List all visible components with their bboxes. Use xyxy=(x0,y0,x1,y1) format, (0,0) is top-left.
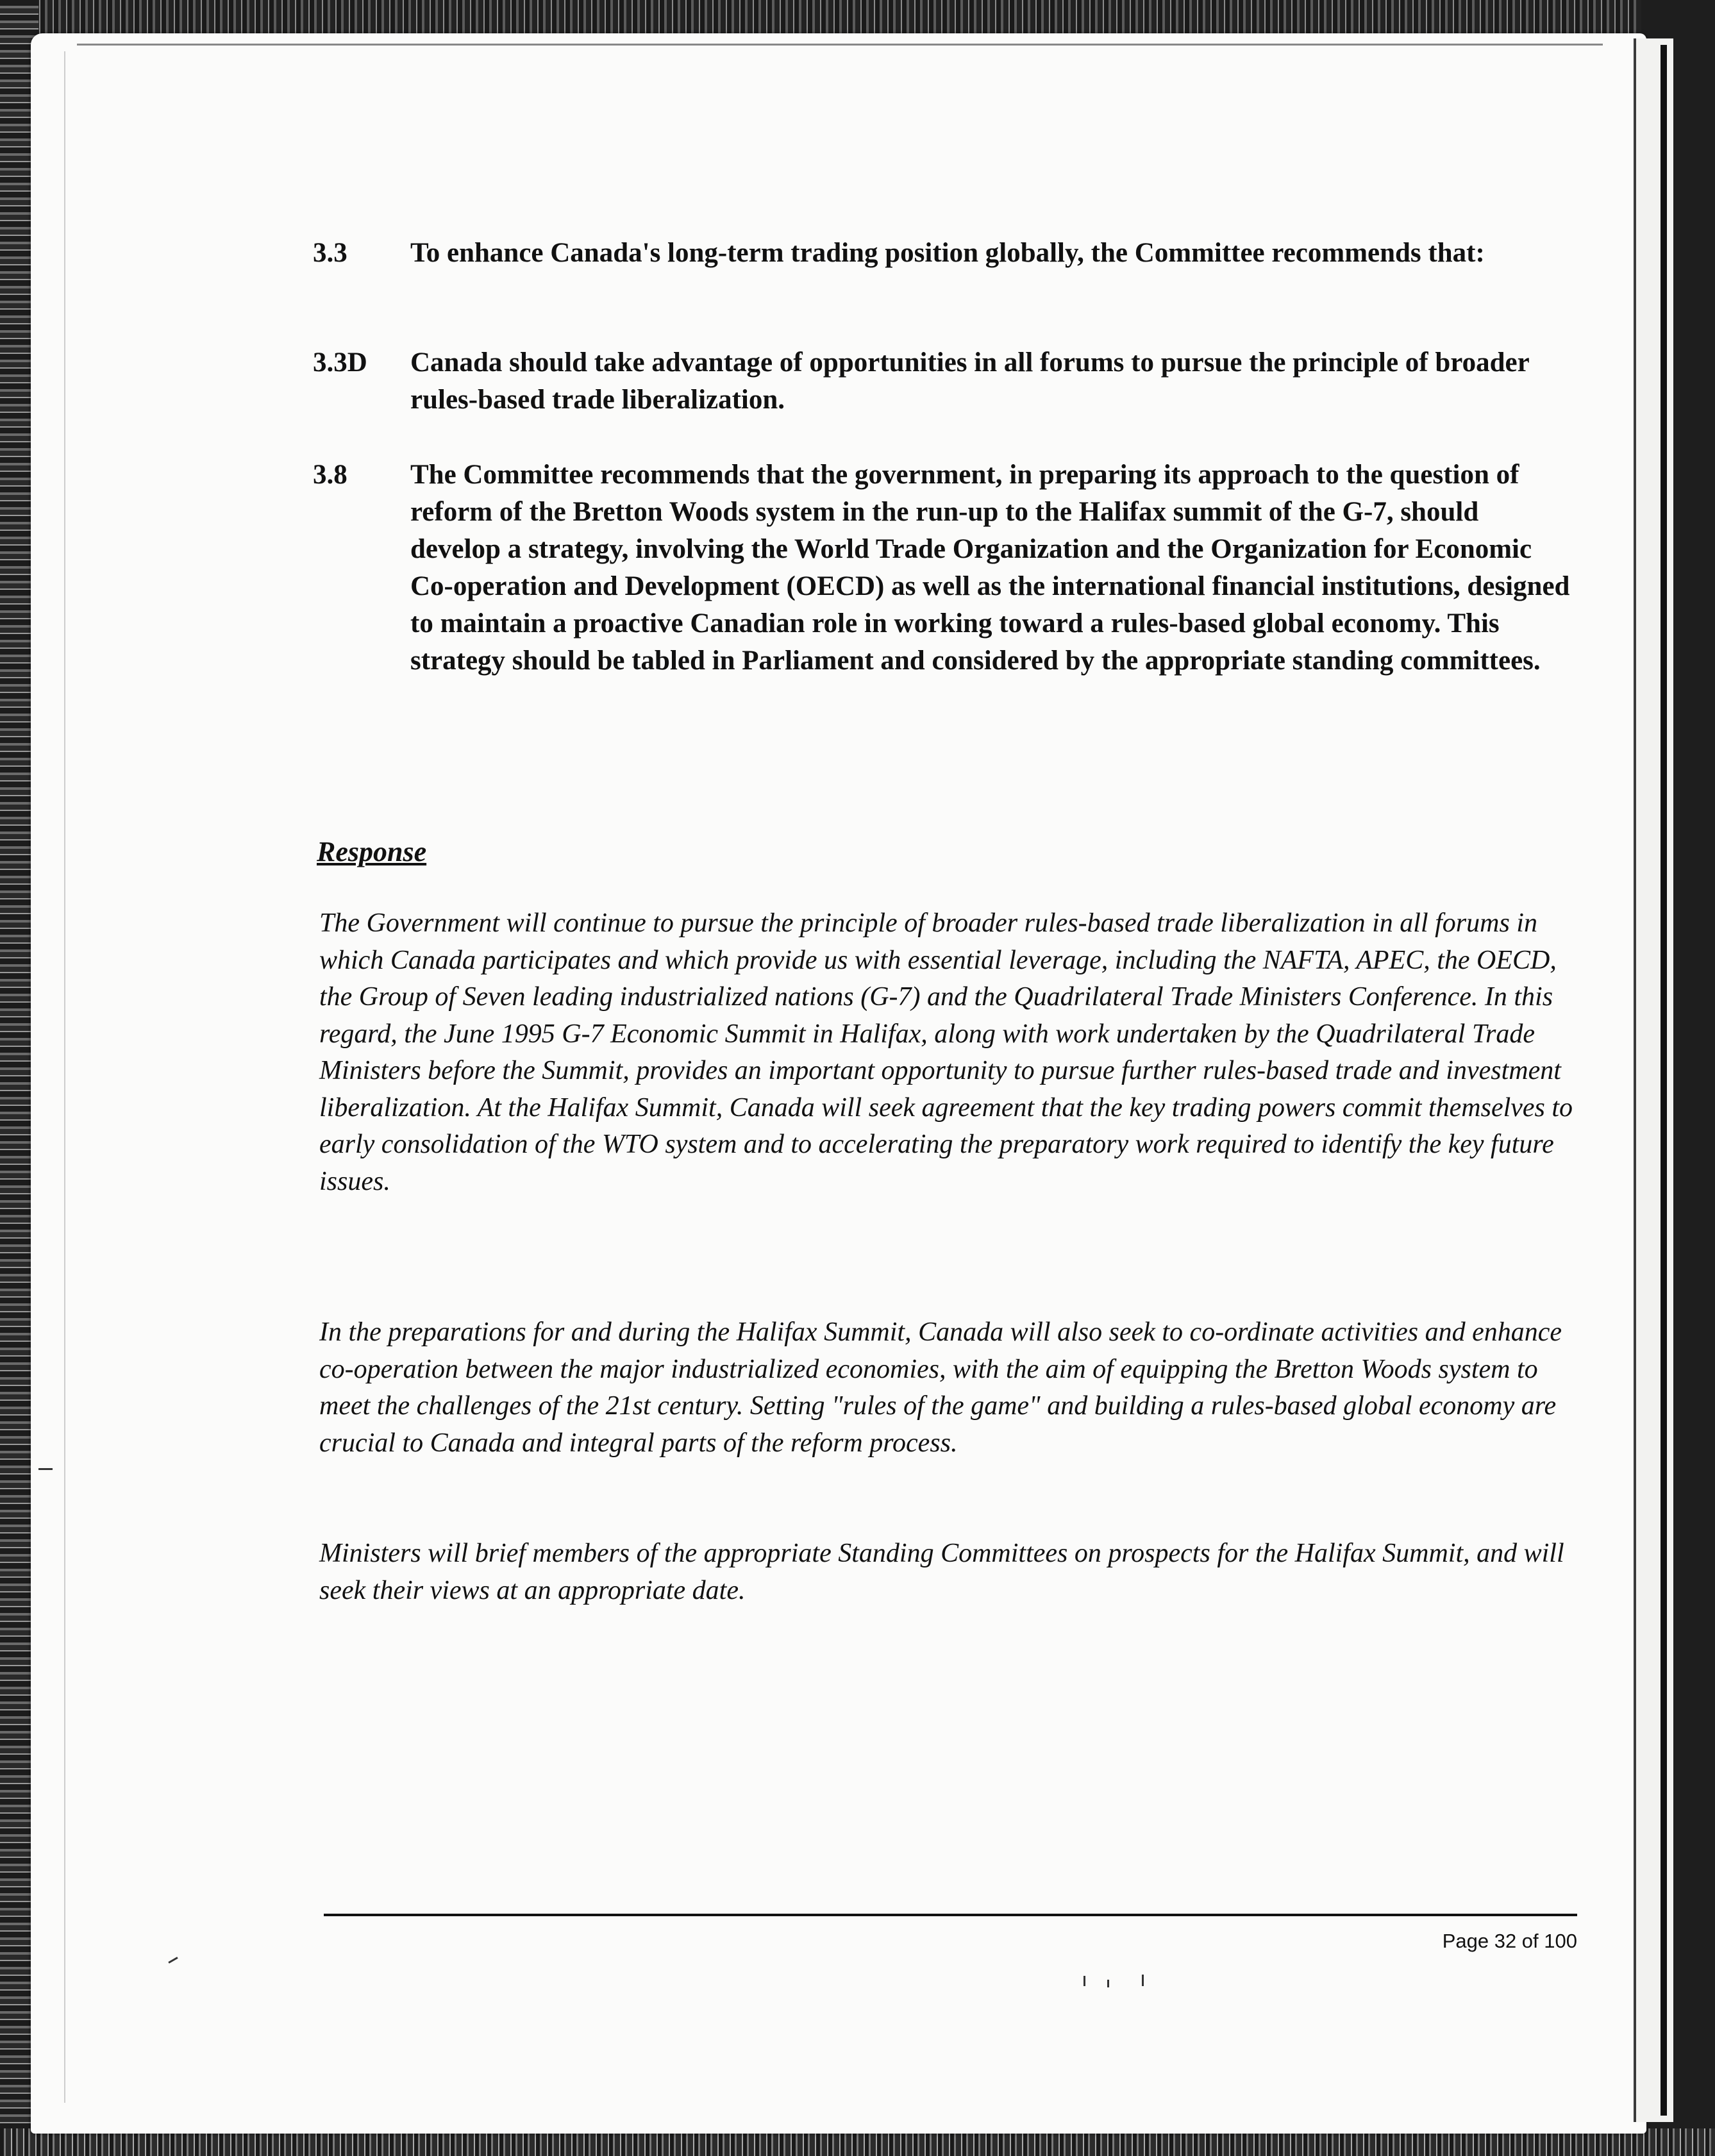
scan-border-top xyxy=(0,0,1715,38)
response-heading: Response xyxy=(317,836,427,867)
recommendation-number: 3.8 xyxy=(313,460,347,490)
response-paragraph-2: In the preparations for and during the Halifax Summit, Canada will also seek to co-ordinate activities and enhance co-operation between the major industrialized economies, with the aim of equipping the Bretton Woods system to meet the challenges of the 21st century. Setting "rules of the game" and building a rules-based global economy are crucial to Canada and integral parts of the reform process. xyxy=(319,1317,1562,1458)
recommendation-number: 3.3 xyxy=(313,238,347,268)
recommendation-text: To enhance Canada's long-term trading position globally, the Committee recommends that: xyxy=(410,238,1485,268)
recommendation-text: Canada should take advantage of opportunities in all forums to pursue the principle of broader rules-based trade liberalization. xyxy=(410,347,1529,415)
scan-speck xyxy=(38,1468,53,1470)
scan-speck xyxy=(1142,1975,1144,1986)
response-paragraph-1: The Government will continue to pursue the principle of broader rules-based trade liberalization in all forums in which Canada participates and which provide us with essential leverage, including the NAFTA, APEC, the OECD, the Group of Seven leading industrialized nations (G-7) and the Quadrilateral Trade Ministers Conference. In this regard, the June 1995 G-7 Economic Summit in Halifax, along with work undertaken by the Quadrilateral Trade Ministers before the Summit, provides an important opportunity to pursue further rules-based trade and investment liberalization. At the Halifax Summit, Canada will seek agreement that the key trading powers commit themselves to early consolidation of the WTO system and to accelerating the preparatory work required to identify the key future issues. xyxy=(319,908,1573,1196)
scan-speck xyxy=(1083,1976,1085,1986)
top-edge-line xyxy=(77,44,1603,46)
recommendation-number: 3.3D xyxy=(313,347,367,378)
response-paragraph-3: Ministers will brief members of the appropriate Standing Committees on prospects for the Halifax Summit, and will seek their views at an appropriate date. xyxy=(319,1539,1564,1605)
recommendation-text: The Committee recommends that the government, in preparing its approach to the question of reform of the Bretton Woods system in the run-up to the Halifax summit of the G-7, should develop a strategy, involving the World Trade Organization and the Organization for Economic Co-operation and Development (OECD) as well as the international financial institutions, designed to maintain a proactive Canadian role in working toward a rules-based global economy. This strategy should be tabled in Parliament and considered by the appropriate standing committees. xyxy=(410,460,1570,676)
scan-speck xyxy=(1107,1980,1109,1987)
footer-rule xyxy=(324,1914,1577,1916)
margin-line xyxy=(64,51,65,2103)
page-number: Page 32 of 100 xyxy=(1442,1930,1577,1952)
page-curl-edge xyxy=(1634,38,1673,2122)
binding-bar xyxy=(1661,45,1667,2116)
